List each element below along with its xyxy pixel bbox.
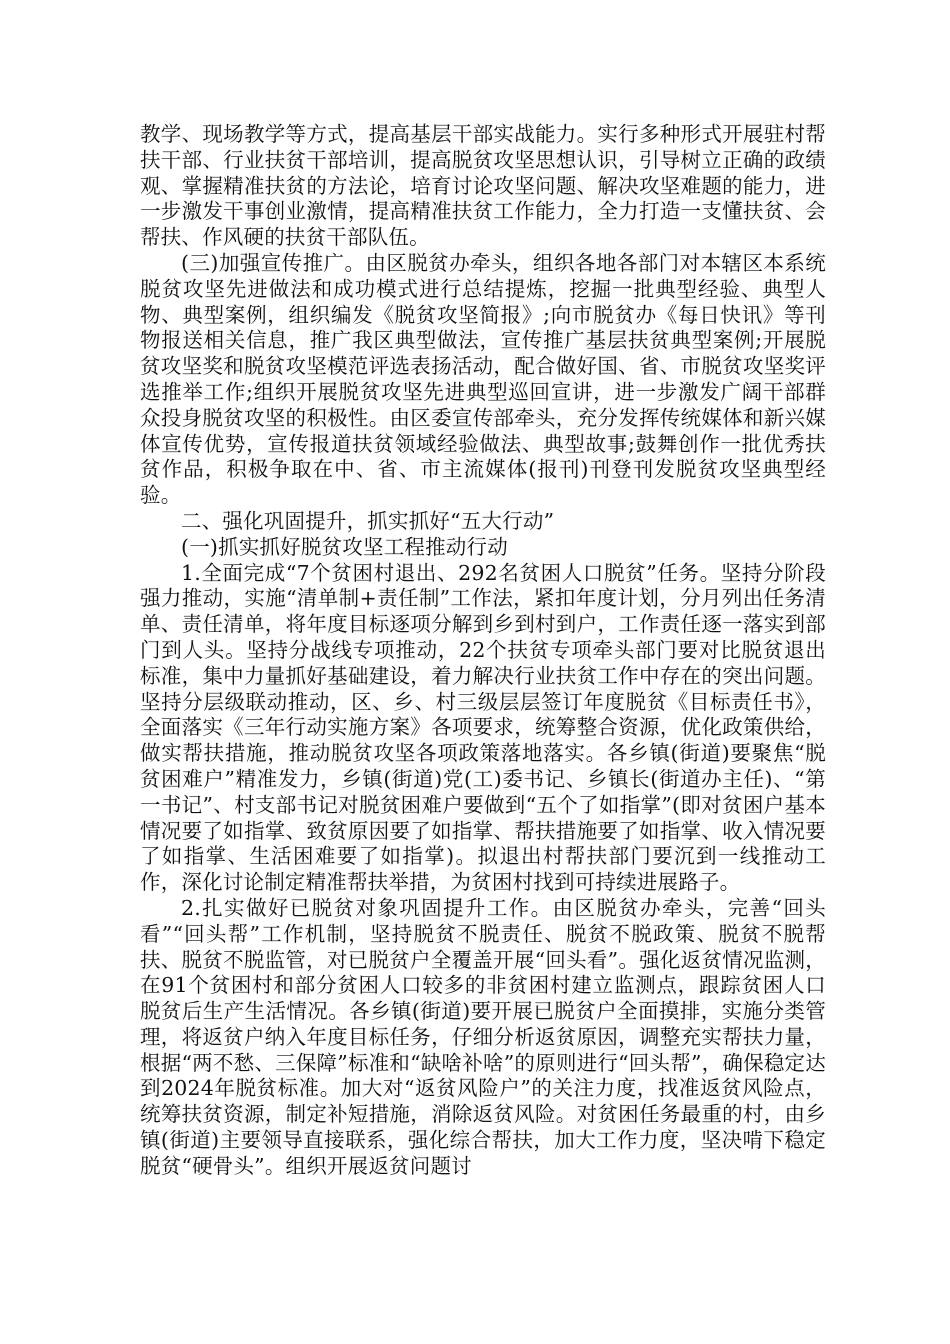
paragraph-publicity-promotion: (三)加强宣传推广。由区脱贫办牵头，组织各地各部门对本辖区本系统脱贫攻坚先进做法和成功模式进行总结提炼，挖掘一批典型经验、典型人物、典型案例，组织编发《脱贫攻坚简报》;向市脱贫办《每日快讯》等刊物报送相关信息，推广我区典型做法，宣传推广基层扶贫典型案例;开展脱贫攻坚奖和脱贫攻坚模范评选表扬活动，配合做好国、省、市脱贫攻坚奖评选推举工作;组织开展脱贫攻坚先进典型巡回宣讲，进一步激发广阔干部群众投身脱贫攻坚的积极性。由区委宣传部牵头，充分发挥传统媒体和新兴媒体宣传优势，宣传报道扶贫领域经验做法、典型故事;鼓舞创作一批优秀扶贫作品，积极争取在中、省、市主流媒体(报刊)刊登刊发脱贫攻坚典型经验。 — [140, 250, 826, 508]
paragraph-item-1-poverty-exit: 1.全面完成“7个贫困村退出、292名贫困人口脱贫”任务。坚持分阶段强力推动，实施“清单制+责任制”工作法，紧扣年度计划，分月列出任务清单、责任清单，将年度目标逐项分解到乡到村到户，工作责任逐一落实到部门到人头。坚持分战线专项推动，22个扶贫专项牵头部门要对比脱贫退出标准，集中力量抓好基础建设，着力解决行业扶贫工作中存在的突出问题。坚持分层级联动推动，区、乡、村三级层层签订年度脱贫《目标责任书》，全面落实《三年行动实施方案》各项要求，统筹整合资源，优化政策供给，做实帮扶措施，推动脱贫攻坚各项政策落地落实。各乡镇(街道)要聚焦“脱贫困难户”精准发力，乡镇(街道)党(工)委书记、乡镇长(街道办主任)、“第一书记”、村支部书记对脱贫困难户要做到“五个了如指掌”(即对贫困户基本情况要了如指掌、致贫原因要了如指掌、帮扶措施要了如指掌、收入情况要了如指掌、生活困难要了如指掌)。拟退出村帮扶部门要沉到一线推动工作，深化讨论制定精准帮扶举措，为贫困村找到可持续进展路子。 — [140, 560, 826, 895]
document-body — [140, 122, 826, 1180]
subsection-heading-project-action: (一)抓实抓好脱贫攻坚工程推动行动 — [181, 534, 508, 559]
paragraph-training-continuation: 教学、现场教学等方式，提高基层干部实战能力。实行多种形式开展驻村帮扶干部、行业扶贫干部培训，提高脱贫攻坚思想认识，引导树立正确的政绩观、掌握精准扶贫的方法论，培育讨论攻坚问题、解决攻坚难题的能力，进一步激发干事创业激情，提高精准扶贫工作能力，全力打造一支懂扶贫、会帮扶、作风硬的扶贫干部队伍。 — [140, 122, 826, 250]
paragraph-item-2-consolidation-work: 2.扎实做好已脱贫对象巩固提升工作。由区脱贫办牵头，完善“回头看”“回头帮”工作机制，坚持脱贫不脱责任、脱贫不脱政策、脱贫不脱帮扶、脱贫不脱监管，对已脱贫户全覆盖开展“回头看”。强化返贫情况监测，在91个贫困村和部分贫困人口较多的非贫困村建立监测点，跟踪贫困人口脱贫后生产生活情况。各乡镇(街道)要开展已脱贫户全面摸排，实施分类管理，将返贫户纳入年度目标任务，仔细分析返贫原因，调整充实帮扶力量，根据“两不愁、三保障”标准和“缺啥补啥”的原则进行“回头帮”，确保稳定达到2024年脱贫标准。加大对“返贫风险户”的关注力度，找准返贫风险点，统筹扶贫资源，制定补短措施，消除返贫风险。对贫困任务最重的村，由乡镇(街道)主要领导直接联系，强化综合帮扶，加大工作力度，坚决啃下稳定脱贫“硬骨头”。组织开展返贫问题讨 — [140, 895, 826, 1178]
section-heading-consolidation: 二、强化巩固提升，抓实抓好“五大行动” — [181, 508, 555, 533]
